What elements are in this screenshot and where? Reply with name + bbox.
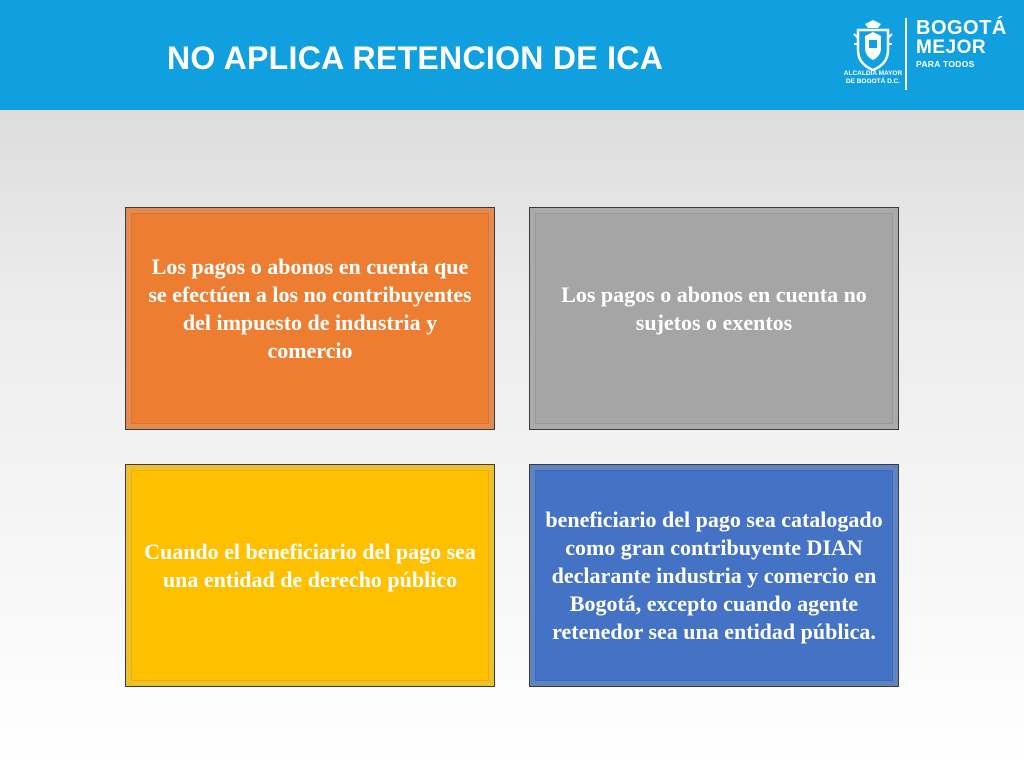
alcaldia-text: ALCALDÍA MAYOR DE BOGOTÁ D.C.: [843, 70, 903, 85]
slide-title: NO APLICA RETENCION DE ICA: [167, 40, 664, 76]
box-no-contribuyentes: Los pagos o abonos en cuenta que se efectúen a los no contribuyentes del impuesto de industria y comercio: [125, 207, 495, 430]
box-no-sujetos-exentos: Los pagos o abonos en cuenta no sujetos o exentos: [529, 207, 899, 430]
box-entidad-derecho-publico: Cuando el beneficiario del pago sea una entidad de derecho público: [125, 464, 495, 687]
bogota-logo: [838, 16, 1007, 94]
bogota-mejor-para-todos: BOGOTÁ MEJOR PARA TODOS: [916, 17, 1007, 69]
bogota-crest-icon: [848, 18, 898, 72]
header-bar: [0, 0, 1024, 110]
box-gran-contribuyente: beneficiario del pago sea catalogado como gran contribuyente DIAN declarante industria y comercio en Bogotá, excepto cuando agente retenedor sea una entidad pública.: [529, 464, 899, 687]
logo-divider: [905, 18, 907, 90]
